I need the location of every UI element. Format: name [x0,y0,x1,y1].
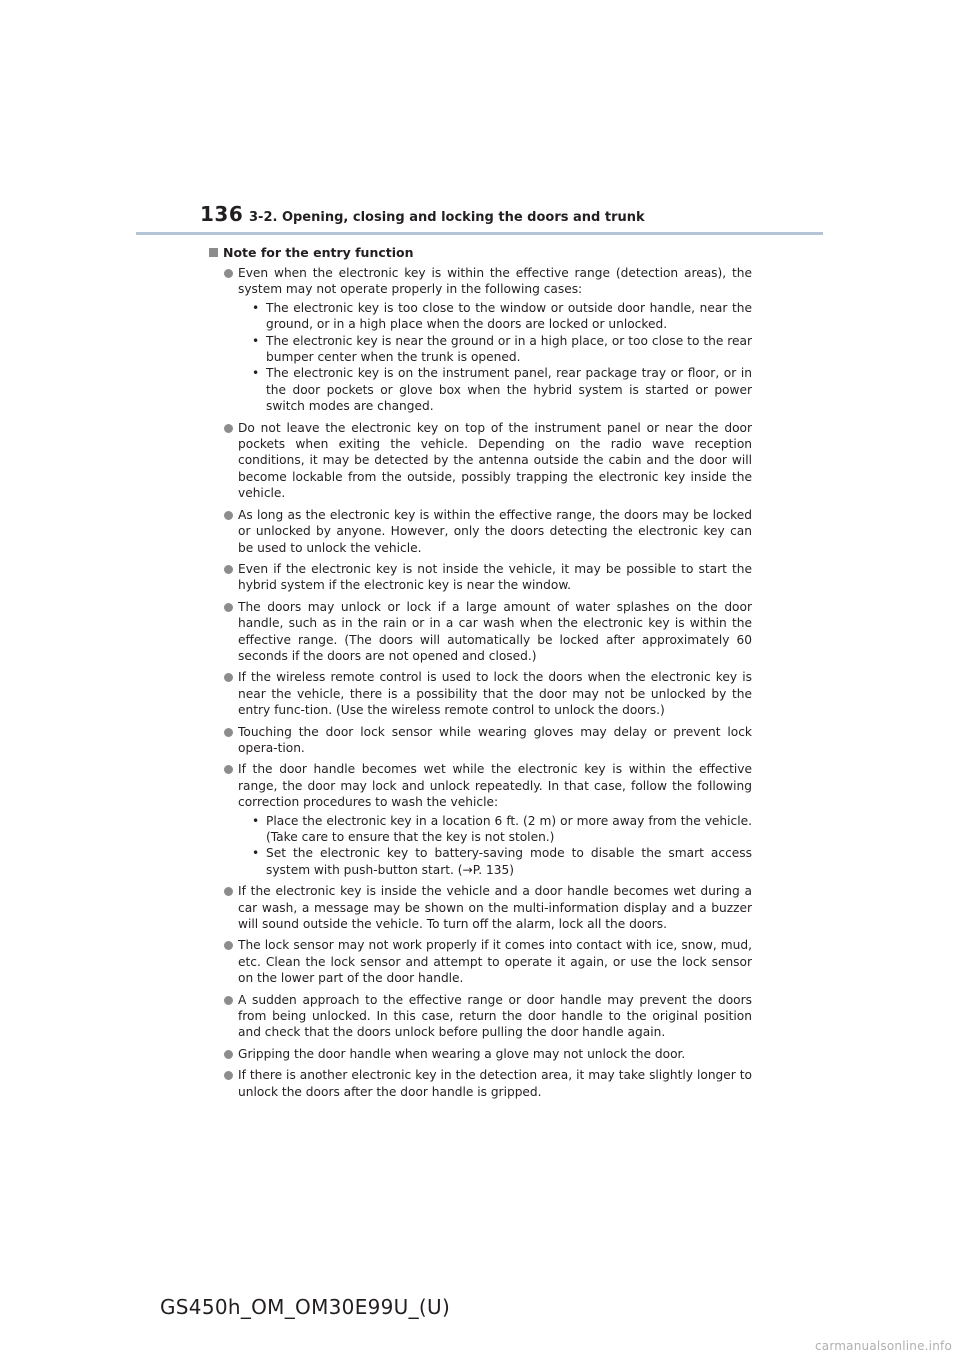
round-bullet-icon [224,996,233,1005]
round-bullet-icon [224,673,233,682]
list-item [222,669,752,718]
list-item [222,599,752,665]
list-item-text: The lock sensor may not work properly if it comes into contact with ice, snow, mud, etc. Clean the lock sensor and attempt to operate it again, or use the lock sensor on the lower part of the door handle. [238,938,752,986]
watermark: carmanualsonline.info [815,1339,952,1353]
list-item-text: A sudden approach to the effective range or door handle may prevent the doors from being unlocked. In this case, return the door handle to the original position and check that the doors unlock before pulling the door handle again. [238,992,752,1040]
list-item [222,420,752,502]
list-item [222,992,752,1041]
list-item [222,1046,752,1062]
section-heading [209,244,414,262]
list-item-text: As long as the electronic key is within the effective range, the doors may be locked or unlocked by anyone. However, only the doors detecting the electronic key can be used to unlock the vehicle. [238,507,752,555]
list-item [222,883,752,932]
list-item [222,1067,752,1100]
page-number: 136 [200,202,244,226]
sub-list-item: • Place the electronic key in a location 6 ft. (2 m) or more away from the vehicle. (Take care to ensure that the key is not stolen.) [252,813,752,846]
list-item [222,265,752,415]
list-item-text: If the door handle becomes wet while the electronic key is within the effective range, the door may lock and unlock repeatedly. In that case, follow the following correction procedures to wash the vehicle: [238,762,752,810]
list-item-text: If the wireless remote control is used to lock the doors when the electronic key is near the vehicle, there is a possibility that the door may not be unlocked by the entry func-tion. (Use the wireless remote control to unlock the doors.) [238,670,752,718]
section-title: 3-2. Opening, closing and locking the doors and trunk [249,210,645,225]
list-item-text: Gripping the door handle when wearing a glove may not unlock the door. [238,1046,686,1061]
sub-list-item: • The electronic key is near the ground or in a high place, or too close to the rear bumper center when the trunk is opened. [252,333,752,366]
sub-list-item: • The electronic key is on the instrument panel, rear package tray or floor, or in the door pockets or glove box when the hybrid system is started or power switch modes are changed. [252,365,752,414]
header-rule [136,232,823,235]
round-bullet-icon [224,941,233,950]
round-bullet-icon [224,603,233,612]
sub-list-item: • The electronic key is too close to the window or outside door handle, near the ground, or in a high place when the doors are locked or unlocked. [252,300,752,333]
document-code: GS450h_OM_OM30E99U_(U) [160,1295,451,1319]
list-item [222,724,752,757]
round-bullet-icon [224,887,233,896]
list-item-text: If the electronic key is inside the vehicle and a door handle becomes wet during a car wash, a message may be shown on the multi-information display and a buzzer will sound outside the vehicle. To turn off the alarm, lock all the doors. [238,884,752,932]
sub-list [238,300,752,415]
sub-list-item: • Set the electronic key to battery-saving mode to disable the smart access system with push-button start. (→P. 135) [252,845,752,878]
list-item-text: The doors may unlock or lock if a large amount of water splashes on the door handle, such as in the rain or in a car wash when the electronic key is within the effective range. (The doors will automatically be locked after approximately 60 seconds if the doors are not opened and closed.) [238,599,752,663]
round-bullet-icon [224,511,233,520]
note-list [222,265,752,1105]
list-item [222,561,752,594]
sub-list [238,813,752,879]
square-bullet-icon [209,248,218,257]
round-bullet-icon [224,565,233,574]
heading-text: Note for the entry function [223,245,414,260]
list-item-text: Touching the door lock sensor while wearing gloves may delay or prevent lock opera-tion. [238,724,752,755]
round-bullet-icon [224,269,233,278]
list-item-text: Even when the electronic key is within the effective range (detection areas), the system may not operate properly in the following cases: [238,266,752,297]
list-item [222,761,752,878]
list-item-text: Do not leave the electronic key on top of the instrument panel or near the door pockets when exiting the vehicle. Depending on the radio wave reception conditions, it may be detected by the antenna outside the cabin and the door will become lockable from the outside, possibly trapping the electronic key inside the vehicle. [238,420,752,501]
list-item [222,937,752,986]
round-bullet-icon [224,1071,233,1080]
round-bullet-icon [224,765,233,774]
round-bullet-icon [224,1050,233,1059]
round-bullet-icon [224,728,233,737]
list-item [222,507,752,556]
list-item-text: Even if the electronic key is not inside the vehicle, it may be possible to start the hybrid system if the electronic key is near the window. [238,561,752,593]
round-bullet-icon [224,424,233,433]
list-item-text: If there is another electronic key in the detection area, it may take slightly longer to unlock the doors after the door handle is gripped. [238,1068,752,1099]
